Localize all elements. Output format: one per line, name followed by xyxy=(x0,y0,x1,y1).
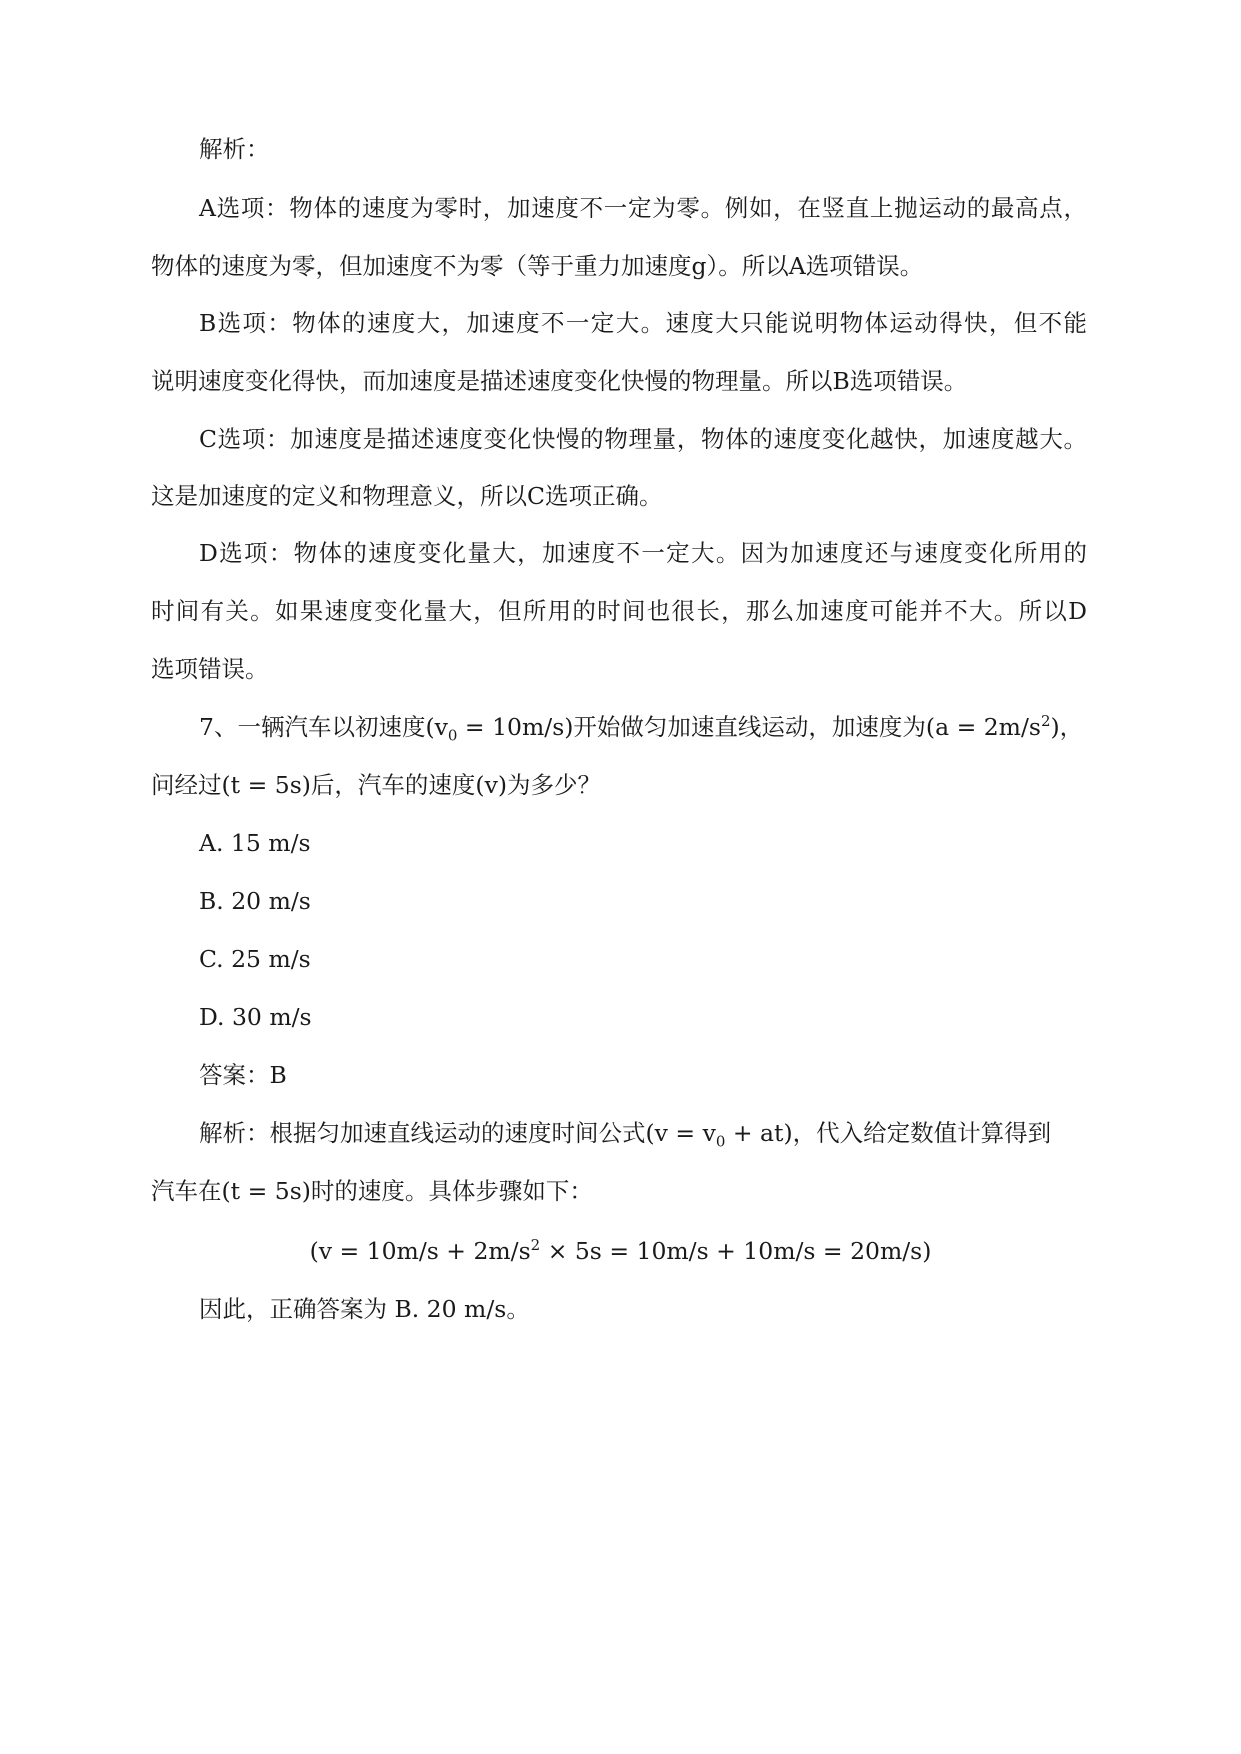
calculation-equation xyxy=(0,1236,1241,1266)
solution-text: 解析：根据匀加速直线运动的速度时间公式 xyxy=(199,1119,646,1147)
solution-line2 xyxy=(151,1176,593,1206)
option-b: B. 20 m/s xyxy=(199,887,311,915)
option-d: D. 30 m/s xyxy=(199,1003,312,1031)
option-b-analysis-line1: B选项：物体的速度大，加速度不一定大。速度大只能说明物体运动得快，但不能 xyxy=(199,309,1087,337)
formula-part: = 10m/s) xyxy=(457,713,574,741)
formula-part: + at) xyxy=(725,1119,793,1147)
solution-text: 汽车在 xyxy=(151,1177,222,1205)
option-d-analysis-line3: 选项错误。 xyxy=(151,655,269,683)
superscript: 2 xyxy=(530,1236,541,1255)
formula-part: ) xyxy=(1050,713,1060,741)
option-c-analysis-line2: 这是加速度的定义和物理意义，所以C选项正确。 xyxy=(151,482,663,510)
question-text: 为多少？ xyxy=(507,771,602,799)
solution-text: ，代入给定数值计算得到 xyxy=(792,1119,1052,1147)
solution-text: 时的速度。具体步骤如下： xyxy=(310,1177,593,1205)
initial-velocity-formula xyxy=(425,713,574,745)
question-text: 问经过 xyxy=(151,771,222,799)
option-a: A. 15 m/s xyxy=(199,829,311,857)
question-7-line1 xyxy=(199,712,1084,745)
formula-part: (v = v xyxy=(645,1119,716,1147)
formula-part: (v xyxy=(425,713,448,741)
velocity-symbol: (v) xyxy=(475,771,508,799)
formula-part: (a = 2m/s xyxy=(925,713,1041,741)
option-d-analysis-line2: 时间有关。如果速度变化量大，但所用的时间也很长，那么加速度可能并不大。所以D xyxy=(151,597,1087,625)
solution-line1 xyxy=(199,1118,1052,1151)
time-formula: (t = 5s) xyxy=(221,771,311,799)
option-a-analysis-line1: A选项：物体的速度为零时，加速度不一定为零。例如，在竖直上抛运动的最高点， xyxy=(199,194,1087,222)
answer: 答案：B xyxy=(199,1061,287,1089)
option-c-analysis-line1: C选项：加速度是描述速度变化快慢的物理量，物体的速度变化越快，加速度越大。 xyxy=(199,425,1087,453)
acceleration-formula xyxy=(926,713,1060,741)
time-formula: (t = 5s) xyxy=(221,1177,311,1205)
equation-part: (v = 10m/s + 2m/s xyxy=(309,1237,531,1265)
option-d-analysis-line1: D选项：物体的速度变化量大，加速度不一定大。因为加速度还与速度变化所用的 xyxy=(199,539,1087,567)
velocity-time-formula xyxy=(645,1119,793,1151)
question-text: 开始做匀加速直线运动，加速度为 xyxy=(573,713,926,741)
option-c: C. 25 m/s xyxy=(199,945,311,973)
conclusion: 因此，正确答案为 B. 20 m/s。 xyxy=(199,1295,530,1323)
question-7-line2 xyxy=(151,770,601,800)
question-text: 后，汽车的速度 xyxy=(310,771,476,799)
superscript: 2 xyxy=(1040,712,1051,731)
question-text: 7、一辆汽车以初速度 xyxy=(199,713,426,741)
subscript: 0 xyxy=(715,1132,726,1151)
analysis-heading: 解析： xyxy=(199,135,270,163)
option-a-analysis-line2: 物体的速度为零，但加速度不为零（等于重力加速度g）。所以A选项错误。 xyxy=(151,252,924,280)
subscript: 0 xyxy=(447,726,458,745)
question-text: ， xyxy=(1059,713,1084,741)
equation-part: × 5s = 10m/s + 10m/s = 20m/s) xyxy=(540,1237,932,1265)
option-b-analysis-line2: 说明速度变化得快，而加速度是描述速度变化快慢的物理量。所以B选项错误。 xyxy=(151,367,968,395)
